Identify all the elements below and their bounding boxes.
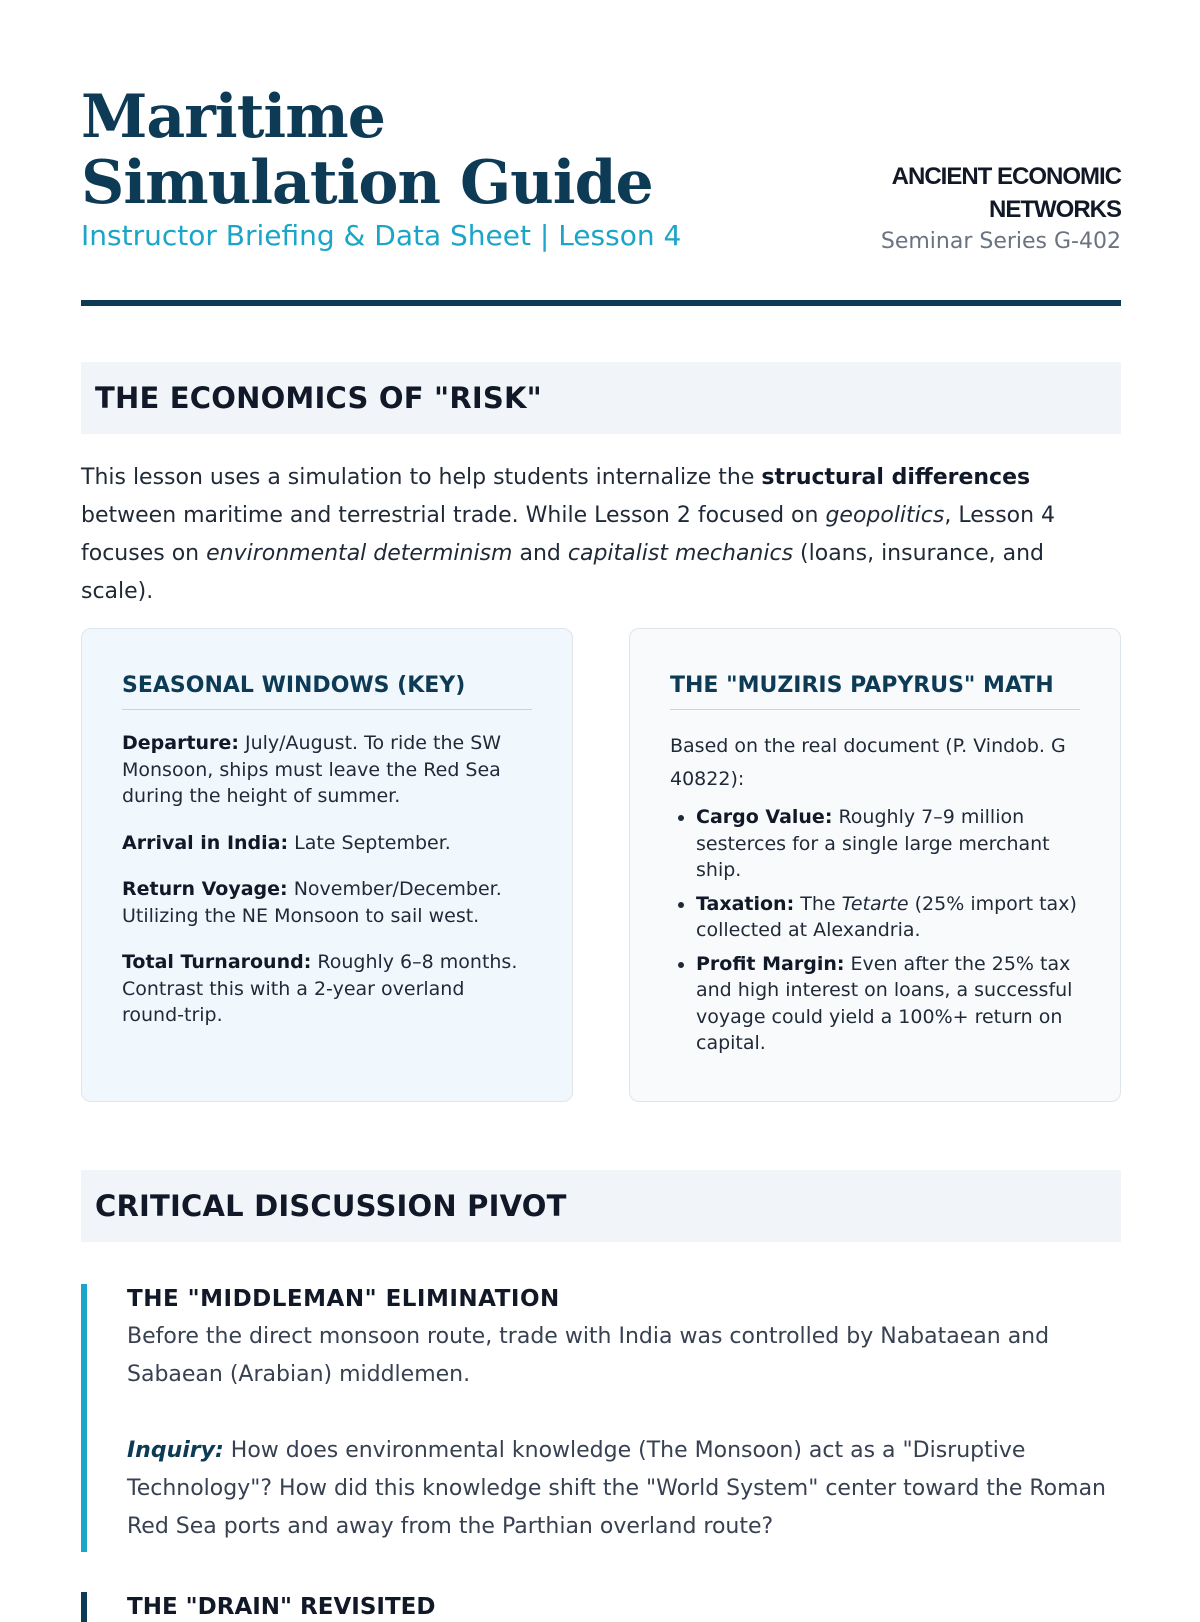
section-banner-risk [81,362,1121,434]
seasonal-item-label: Departure: [122,732,239,754]
seasonal-item [122,830,532,857]
pivot-title: THE "MIDDLEMAN" ELIMINATION [127,1286,560,1312]
list-item-label: Cargo Value: [696,806,833,828]
seasonal-item-text: Late September. [288,831,451,854]
section-banner-discussion [81,1170,1121,1242]
seasonal-item-label: Total Turnaround: [122,951,312,973]
list-item [696,891,1080,944]
document-header [81,0,1121,306]
pivot-body: Before the direct monsoon route, trade with India was controlled by Nabataean and Sabaean (Arabian) middlemen. [127,1324,1050,1387]
intro-italic: geopolitics [825,503,945,528]
intro-text: This lesson uses a simulation to help students internalize the [81,465,762,490]
intro-text: between maritime and terrestrial trade. While Lesson 2 focused on [81,503,826,528]
series-label: Seminar Series G-402 [880,229,1121,254]
seasonal-item-label: Return Voyage: [122,878,288,900]
muziris-papyrus-card [629,628,1121,1102]
organization-name: ANCIENT ECONOMIC NETWORKS [891,163,1121,223]
list-item [696,951,1080,1057]
seasonal-windows-heading: SEASONAL WINDOWS (KEY) [122,671,532,710]
discussion-pivot-block [81,1284,1121,1552]
muziris-heading: THE "MUZIRIS PAPYRUS" MATH [670,671,1080,710]
seasonal-item [122,730,532,810]
list-item-italic: Tetarte [841,892,909,915]
muziris-lead: Based on the real document (P. Vindob. G 40822): [670,735,1066,790]
section-heading-discussion: CRITICAL DISCUSSION PIVOT [95,1189,567,1223]
muziris-list [670,804,1080,1057]
intro-text: (loans, insurance, and scale). [81,541,1045,604]
list-item-text: Even after the 25% tax and high interest on loans, a successful voyage could yield a 100%+ return on capital. [696,952,1073,1054]
seasonal-item [122,876,532,929]
section-heading-risk: THE ECONOMICS OF "RISK" [95,381,542,415]
list-item-label: Profit Margin: [696,952,845,975]
intro-paragraph [81,459,1121,611]
list-item-label: Taxation: [696,892,795,915]
seasonal-windows-card [81,628,573,1102]
document-title: Maritime Simulation Guide [81,82,653,218]
intro-text: and [512,541,568,566]
inquiry-text: How does environmental knowledge (The Monsoon) act as a "Disruptive Technology"? How did this knowledge shift the "World System" center toward the Roman Red Sea ports and away from the Parthian overland route? [127,1438,1106,1539]
list-item-text: (25% import tax) collected at Alexandria. [696,892,1077,941]
seasonal-item-text: July/August. To ride the SW Monsoon, ships must leave the Red Sea during the height of summer. [122,732,502,807]
pivot-inquiry [127,1432,1121,1546]
header-divider [81,300,1121,306]
intro-italic: capitalist mechanics [567,541,794,566]
seasonal-item [122,949,532,1029]
pivot-title-next: THE "DRAIN" REVISITED [127,1594,436,1620]
intro-emphasis: structural differences [761,465,1031,490]
document-subtitle: Instructor Briefing & Data Sheet | Lesson 4 [81,219,682,252]
seasonal-item-label: Arrival in India: [122,831,289,854]
seasonal-item-text: November/December. Utilizing the NE Monsoon to sail west. [122,878,502,927]
list-item [696,804,1080,884]
intro-italic: environmental determinism [206,541,513,566]
intro-text: , Lesson 4 focuses on [81,503,1056,566]
inquiry-label: Inquiry: [127,1438,224,1463]
brand-block [801,160,1121,258]
seasonal-item-text: Roughly 6–8 months. Contrast this with a 2-year overland round-trip. [122,951,518,1026]
document-page [81,0,1121,1620]
list-item-text: The [794,892,842,915]
discussion-pivot-block-next [81,1592,1121,1622]
list-item-text: Roughly 7–9 million sesterces for a single large merchant ship. [696,806,1050,881]
